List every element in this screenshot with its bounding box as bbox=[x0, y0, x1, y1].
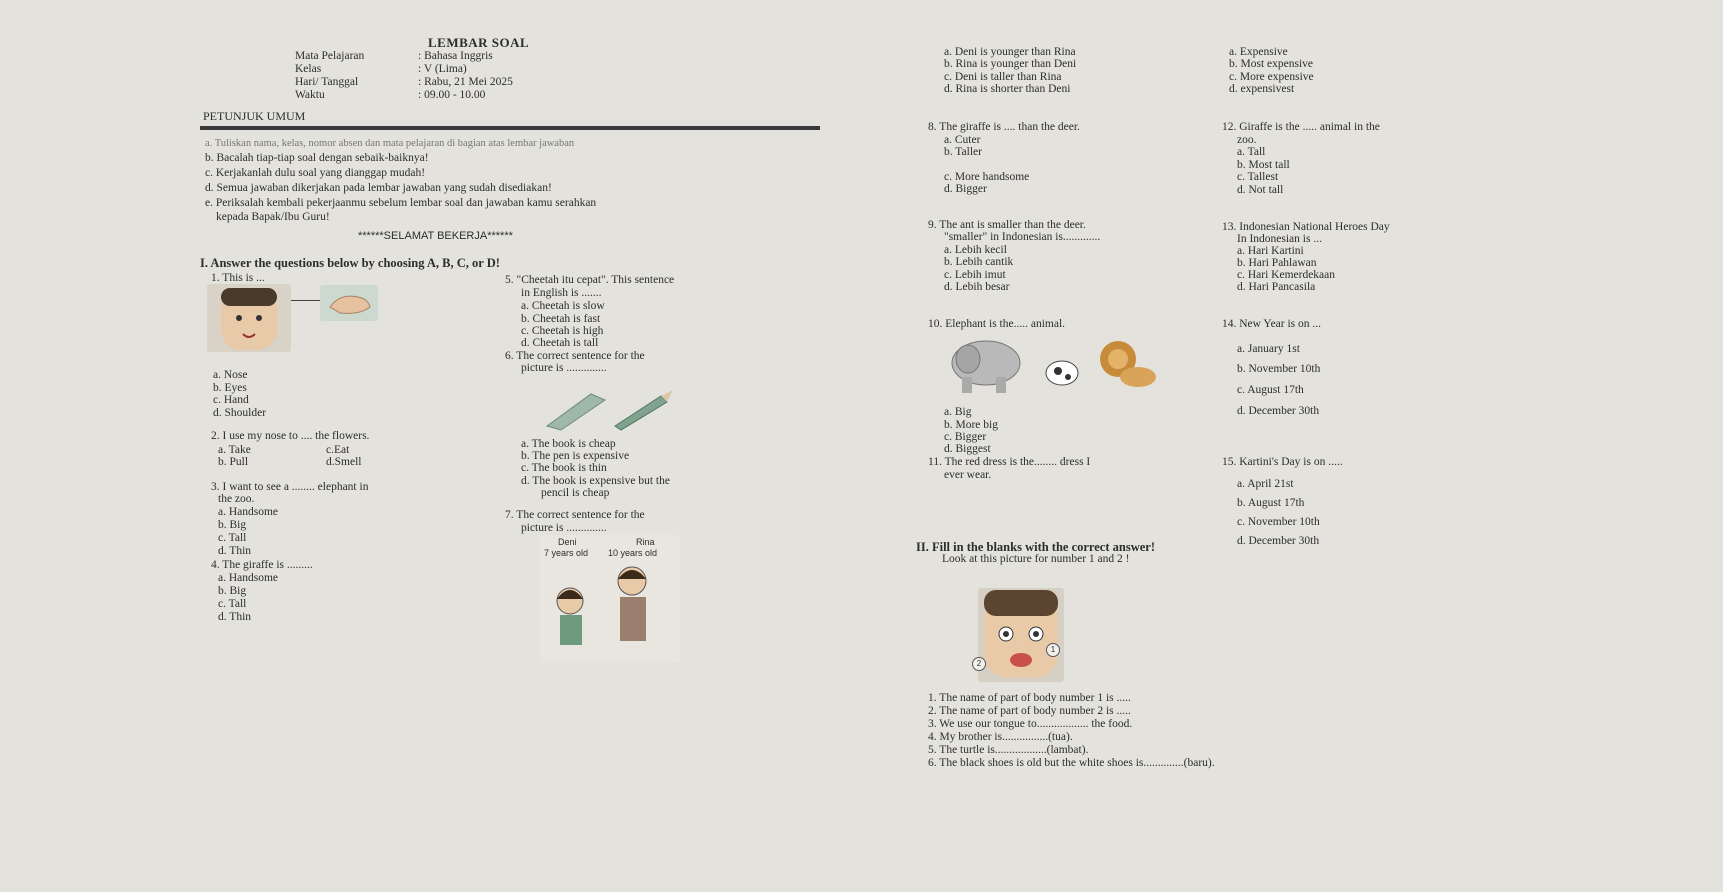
hand-image bbox=[320, 285, 378, 321]
option: b. Most tall bbox=[1237, 159, 1290, 171]
question-text: 6. The correct sentence for the bbox=[505, 350, 645, 362]
option: d. The book is expensive but the bbox=[521, 475, 670, 487]
header-label: Hari/ Tanggal bbox=[295, 76, 359, 88]
header-value: : V (Lima) bbox=[418, 63, 467, 75]
option: c.Eat bbox=[326, 444, 350, 456]
question-text: 3. I want to see a ........ elephant in bbox=[211, 481, 369, 493]
question-text: 4. The giraffe is ......... bbox=[211, 559, 313, 571]
picture-label: 7 years old bbox=[544, 548, 589, 558]
divider bbox=[200, 126, 820, 130]
option: a. Cheetah is slow bbox=[521, 300, 605, 312]
option: c. August 17th bbox=[1237, 384, 1304, 396]
option: a. Nose bbox=[213, 369, 248, 381]
question-text: the zoo. bbox=[218, 493, 255, 505]
header-label: Waktu bbox=[295, 89, 325, 101]
option: a. Big bbox=[944, 406, 972, 418]
option: c. Lebih imut bbox=[944, 269, 1006, 281]
option: a. Lebih kecil bbox=[944, 244, 1007, 256]
instruction-item: d. Semua jawaban dikerjakan pada lembar jawaban yang sudah disediakan! bbox=[205, 182, 552, 194]
fill-item: 1. The name of part of body number 1 is ..... bbox=[928, 692, 1131, 704]
option: d. Rina is shorter than Deni bbox=[944, 83, 1071, 95]
closing-text: ******SELAMAT BEKERJA****** bbox=[358, 230, 513, 242]
picture-label: Rina bbox=[636, 537, 655, 547]
option: c. Tallest bbox=[1237, 171, 1279, 183]
section-heading: I. Answer the questions below by choosing A, B, C, or D! bbox=[200, 256, 500, 270]
option: c. November 10th bbox=[1237, 516, 1320, 528]
option: b. Eyes bbox=[213, 382, 247, 394]
option: a. Handsome bbox=[218, 506, 279, 518]
option: b. More big bbox=[944, 419, 998, 431]
question-text: In Indonesian is ... bbox=[1237, 233, 1322, 245]
option: b. Big bbox=[218, 519, 247, 531]
question-text: "smaller" in Indonesian is............. bbox=[944, 231, 1101, 243]
face-image bbox=[207, 284, 291, 352]
instruction-item: kepada Bapak/Ibu Guru! bbox=[216, 211, 330, 223]
instruction-item: b. Bacalah tiap-tiap soal dengan sebaik-baiknya! bbox=[205, 152, 429, 164]
picture-label: Deni bbox=[558, 537, 577, 547]
option: b. Big bbox=[218, 585, 247, 597]
option: a. Hari Kartini bbox=[1237, 245, 1304, 257]
section-heading: II. Fill in the blanks with the correct answer! bbox=[916, 540, 1155, 554]
question-text: 15. Kartini's Day is on ..... bbox=[1222, 456, 1343, 468]
question-text: ever wear. bbox=[944, 469, 992, 481]
option: c. Tall bbox=[218, 532, 247, 544]
question-text: 7. The correct sentence for the bbox=[505, 509, 645, 521]
option: b. November 10th bbox=[1237, 363, 1321, 375]
header-label: Kelas bbox=[295, 63, 322, 75]
option: b. Rina is younger than Deni bbox=[944, 58, 1077, 70]
option: d. Shoulder bbox=[213, 407, 267, 419]
question-text: in English is ....... bbox=[521, 287, 602, 299]
question-text: 12. Giraffe is the ..... animal in the bbox=[1222, 121, 1380, 133]
question-text: 1. This is ... bbox=[211, 272, 265, 284]
option: a. January 1st bbox=[1237, 343, 1300, 355]
option: pencil is cheap bbox=[541, 487, 610, 499]
option: d. Bigger bbox=[944, 183, 987, 195]
fill-item: 2. The name of part of body number 2 is ..... bbox=[928, 705, 1131, 717]
option: d. Biggest bbox=[944, 443, 991, 455]
option: c. Deni is taller than Rina bbox=[944, 71, 1062, 83]
option: b. Hari Pahlawan bbox=[1237, 257, 1317, 269]
page-title: LEMBAR SOAL bbox=[428, 35, 530, 50]
question-text: picture is .............. bbox=[521, 522, 607, 534]
option: c. Tall bbox=[218, 598, 247, 610]
question-text: 14. New Year is on ... bbox=[1222, 318, 1322, 330]
header-value: : 09.00 - 10.00 bbox=[418, 89, 486, 101]
option: d. Hari Pancasila bbox=[1237, 281, 1316, 293]
label-badge: 2 bbox=[972, 657, 986, 671]
option: c. More expensive bbox=[1229, 71, 1314, 83]
option: d. Thin bbox=[218, 545, 252, 557]
header-label: Mata Pelajaran bbox=[295, 50, 365, 62]
question-text: 10. Elephant is the..... animal. bbox=[928, 318, 1066, 330]
option: d. December 30th bbox=[1237, 405, 1320, 417]
option: d. December 30th bbox=[1237, 535, 1320, 547]
fill-item: 3. We use our tongue to.................. the food. bbox=[928, 718, 1133, 730]
label-badge: 1 bbox=[1046, 643, 1060, 657]
animals-image bbox=[940, 333, 1160, 397]
option: b. Lebih cantik bbox=[944, 256, 1014, 268]
option: c. Bigger bbox=[944, 431, 987, 443]
option: b. August 17th bbox=[1237, 497, 1305, 509]
option: a. Deni is younger than Rina bbox=[944, 46, 1076, 58]
instructions-heading: PETUNJUK UMUM bbox=[203, 109, 306, 123]
option: a. Tall bbox=[1237, 146, 1266, 158]
option: d. Lebih besar bbox=[944, 281, 1010, 293]
picture-label: 10 years old bbox=[608, 548, 658, 558]
instruction-item: a. Tuliskan nama, kelas, nomor absen dan mata pelajaran di bagian atas lembar jawaban bbox=[205, 138, 575, 149]
question-text: 11. The red dress is the........ dress I bbox=[928, 456, 1091, 468]
section-subheading: Look at this picture for number 1 and 2 ! bbox=[942, 553, 1130, 565]
option: d.Smell bbox=[326, 456, 362, 468]
option: c. More handsome bbox=[944, 171, 1030, 183]
question-text: picture is .............. bbox=[521, 362, 607, 374]
question-text: zoo. bbox=[1237, 134, 1257, 146]
fill-item: 5. The turtle is..................(lambat). bbox=[928, 744, 1089, 756]
question-text: 9. The ant is smaller than the deer. bbox=[928, 219, 1086, 231]
question-text: 13. Indonesian National Heroes Day bbox=[1222, 221, 1390, 233]
option: d. Not tall bbox=[1237, 184, 1284, 196]
option: b. Cheetah is fast bbox=[521, 313, 601, 325]
girl-face-image bbox=[978, 588, 1064, 682]
instruction-item: e. Periksalah kembali pekerjaanmu sebelum lembar soal dan jawaban kamu serahkan bbox=[205, 197, 597, 209]
instruction-item: c. Kerjakanlah dulu soal yang dianggap mudah! bbox=[205, 167, 426, 179]
option: d. Thin bbox=[218, 611, 252, 623]
option: c. Cheetah is high bbox=[521, 325, 604, 337]
fill-item: 4. My brother is................(tua). bbox=[928, 731, 1073, 743]
option: a. Expensive bbox=[1229, 46, 1288, 58]
header-value: : Rabu, 21 Mei 2025 bbox=[418, 76, 513, 88]
option: a. Handsome bbox=[218, 572, 279, 584]
option: b. Taller bbox=[944, 146, 982, 158]
option: c. Hari Kemerdekaan bbox=[1237, 269, 1336, 281]
children-age-image bbox=[540, 535, 680, 663]
option: a. April 21st bbox=[1237, 478, 1294, 490]
question-text: 2. I use my nose to .... the flowers. bbox=[211, 430, 370, 442]
option: a. Take bbox=[218, 444, 251, 456]
option: c. The book is thin bbox=[521, 462, 607, 474]
option: d. expensivest bbox=[1229, 83, 1295, 95]
question-text: 5. "Cheetah itu cepat". This sentence bbox=[505, 274, 675, 286]
option: b. Pull bbox=[218, 456, 249, 468]
option: a. Cuter bbox=[944, 134, 981, 146]
option: a. The book is cheap bbox=[521, 438, 616, 450]
book-pencil-image bbox=[543, 388, 683, 432]
option: d. Cheetah is tall bbox=[521, 337, 599, 349]
option: b. The pen is expensive bbox=[521, 450, 630, 462]
option: c. Hand bbox=[213, 394, 249, 406]
fill-item: 6. The black shoes is old but the white shoes is..............(baru). bbox=[928, 757, 1215, 769]
question-text: 8. The giraffe is .... than the deer. bbox=[928, 121, 1080, 133]
header-value: : Bahasa Inggris bbox=[418, 50, 493, 62]
option: b. Most expensive bbox=[1229, 58, 1314, 70]
